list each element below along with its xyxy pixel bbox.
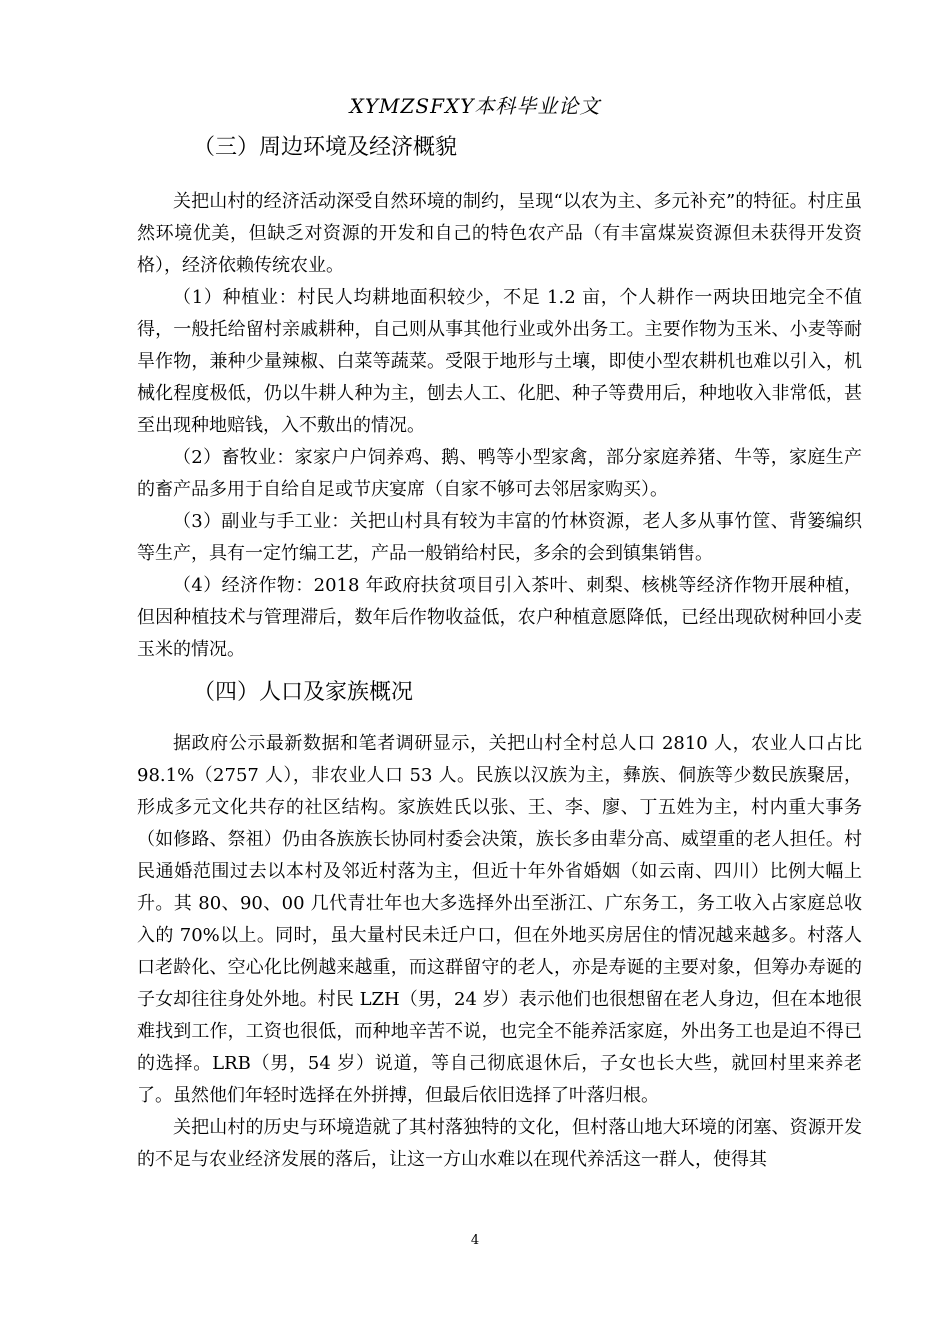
paragraph-livestock: （2）畜牧业：家家户户饲养鸡、鹅、鸭等小型家禽，部分家庭养猪、牛等，家庭生产的畜产品多用于自给自足或节庆宴席（自家不够可去邻居家购买）。 (137, 447, 862, 500)
paragraph-closing: 关把山村的历史与环境造就了其村落独特的文化，但村落山地大环境的闭塞、资源开发的不足与农业经济发展的落后，让这一方山水难以在现代养活这一群人，使得其 (137, 1117, 862, 1170)
section-3-heading: （三）周边环境及经济概貌 (193, 135, 458, 160)
section-4-body (137, 728, 862, 1176)
running-header: XYMZSFXY本科毕业论文 (349, 94, 601, 118)
paragraph-handicraft: （3）副业与手工业：关把山村具有较为丰富的竹林资源，老人多从事竹筐、背篓编织等生产，具有一定竹编工艺，产品一般销给村民，多余的会到镇集销售。 (137, 511, 862, 564)
section-3-body (137, 186, 862, 666)
paragraph-planting: （1）种植业：村民人均耕地面积较少，不足 1.2 亩，个人耕作一两块田地完全不值得，一般托给留村亲戚耕种，自己则从事其他行业或外出务工。主要作物为玉米、小麦等耐旱作物，兼种少量辣椒、白菜等蔬菜。受限于地形与土壤，即使小型农耕机也难以引入，机械化程度极低，仍以牛耕人种为主，刨去人工、化肥、种子等费用后，种地收入非常低，甚至出现种地赔钱，入不敷出的情况。 (137, 287, 862, 436)
section-4-heading: （四）人口及家族概况 (193, 680, 414, 705)
paragraph-cash-crops: （4）经济作物：2018 年政府扶贫项目引入茶叶、刺梨、核桃等经济作物开展种植，但因种植技术与管理滞后，数年后作物收益低，农户种植意愿降低，已经出现砍树种回小麦玉米的情况。 (137, 575, 862, 660)
paragraph-population: 据政府公示最新数据和笔者调研显示，关把山村全村总人口 2810 人，农业人口占比 98.1%（2757 人），非农业人口 53 人。民族以汉族为主，彝族、侗族等少数民族聚居，形成多元文化共存的社区结构。家族姓氏以张、王、李、廖、丁五姓为主，村内重大事务（如修路、祭祖）仍由各族族长协同村委会决策，族长多由辈分高、威望重的老人担任。村民通婚范围过去以本村及邻近村落为主，但近十年外省婚姻（如云南、四川）比例大幅上升。其 80、90、00 几代青壮年也大多选择外出至浙江、广东务工，务工收入占家庭总收入的 70%以上。同时，虽大量村民未迁户口，但在外地买房居住的情况越来越多。村落人口老龄化、空心化比例越来越重，而这群留守的老人，亦是寿诞的主要对象，但筹办寿诞的子女却往往身处外地。村民 LZH（男，24 岁）表示他们也很想留在老人身边，但在本地很难找到工作，工资也很低，而种地辛苦不说，也完全不能养活家庭，外出务工也是迫不得已的选择。LRB（男，54 岁）说道，等自己彻底退休后，子女也长大些，就回村里来养老了。虽然他们年轻时选择在外拼搏，但最后依旧选择了叶落归根。 (137, 733, 862, 1106)
page-number: 4 (470, 1233, 480, 1248)
paragraph-intro: 关把山村的经济活动深受自然环境的制约，呈现“以农为主、多元补充”的特征。村庄虽然环境优美，但缺乏对资源的开发和自己的特色农产品（有丰富煤炭资源但未获得开发资格），经济依赖传统农业。 (137, 191, 862, 276)
